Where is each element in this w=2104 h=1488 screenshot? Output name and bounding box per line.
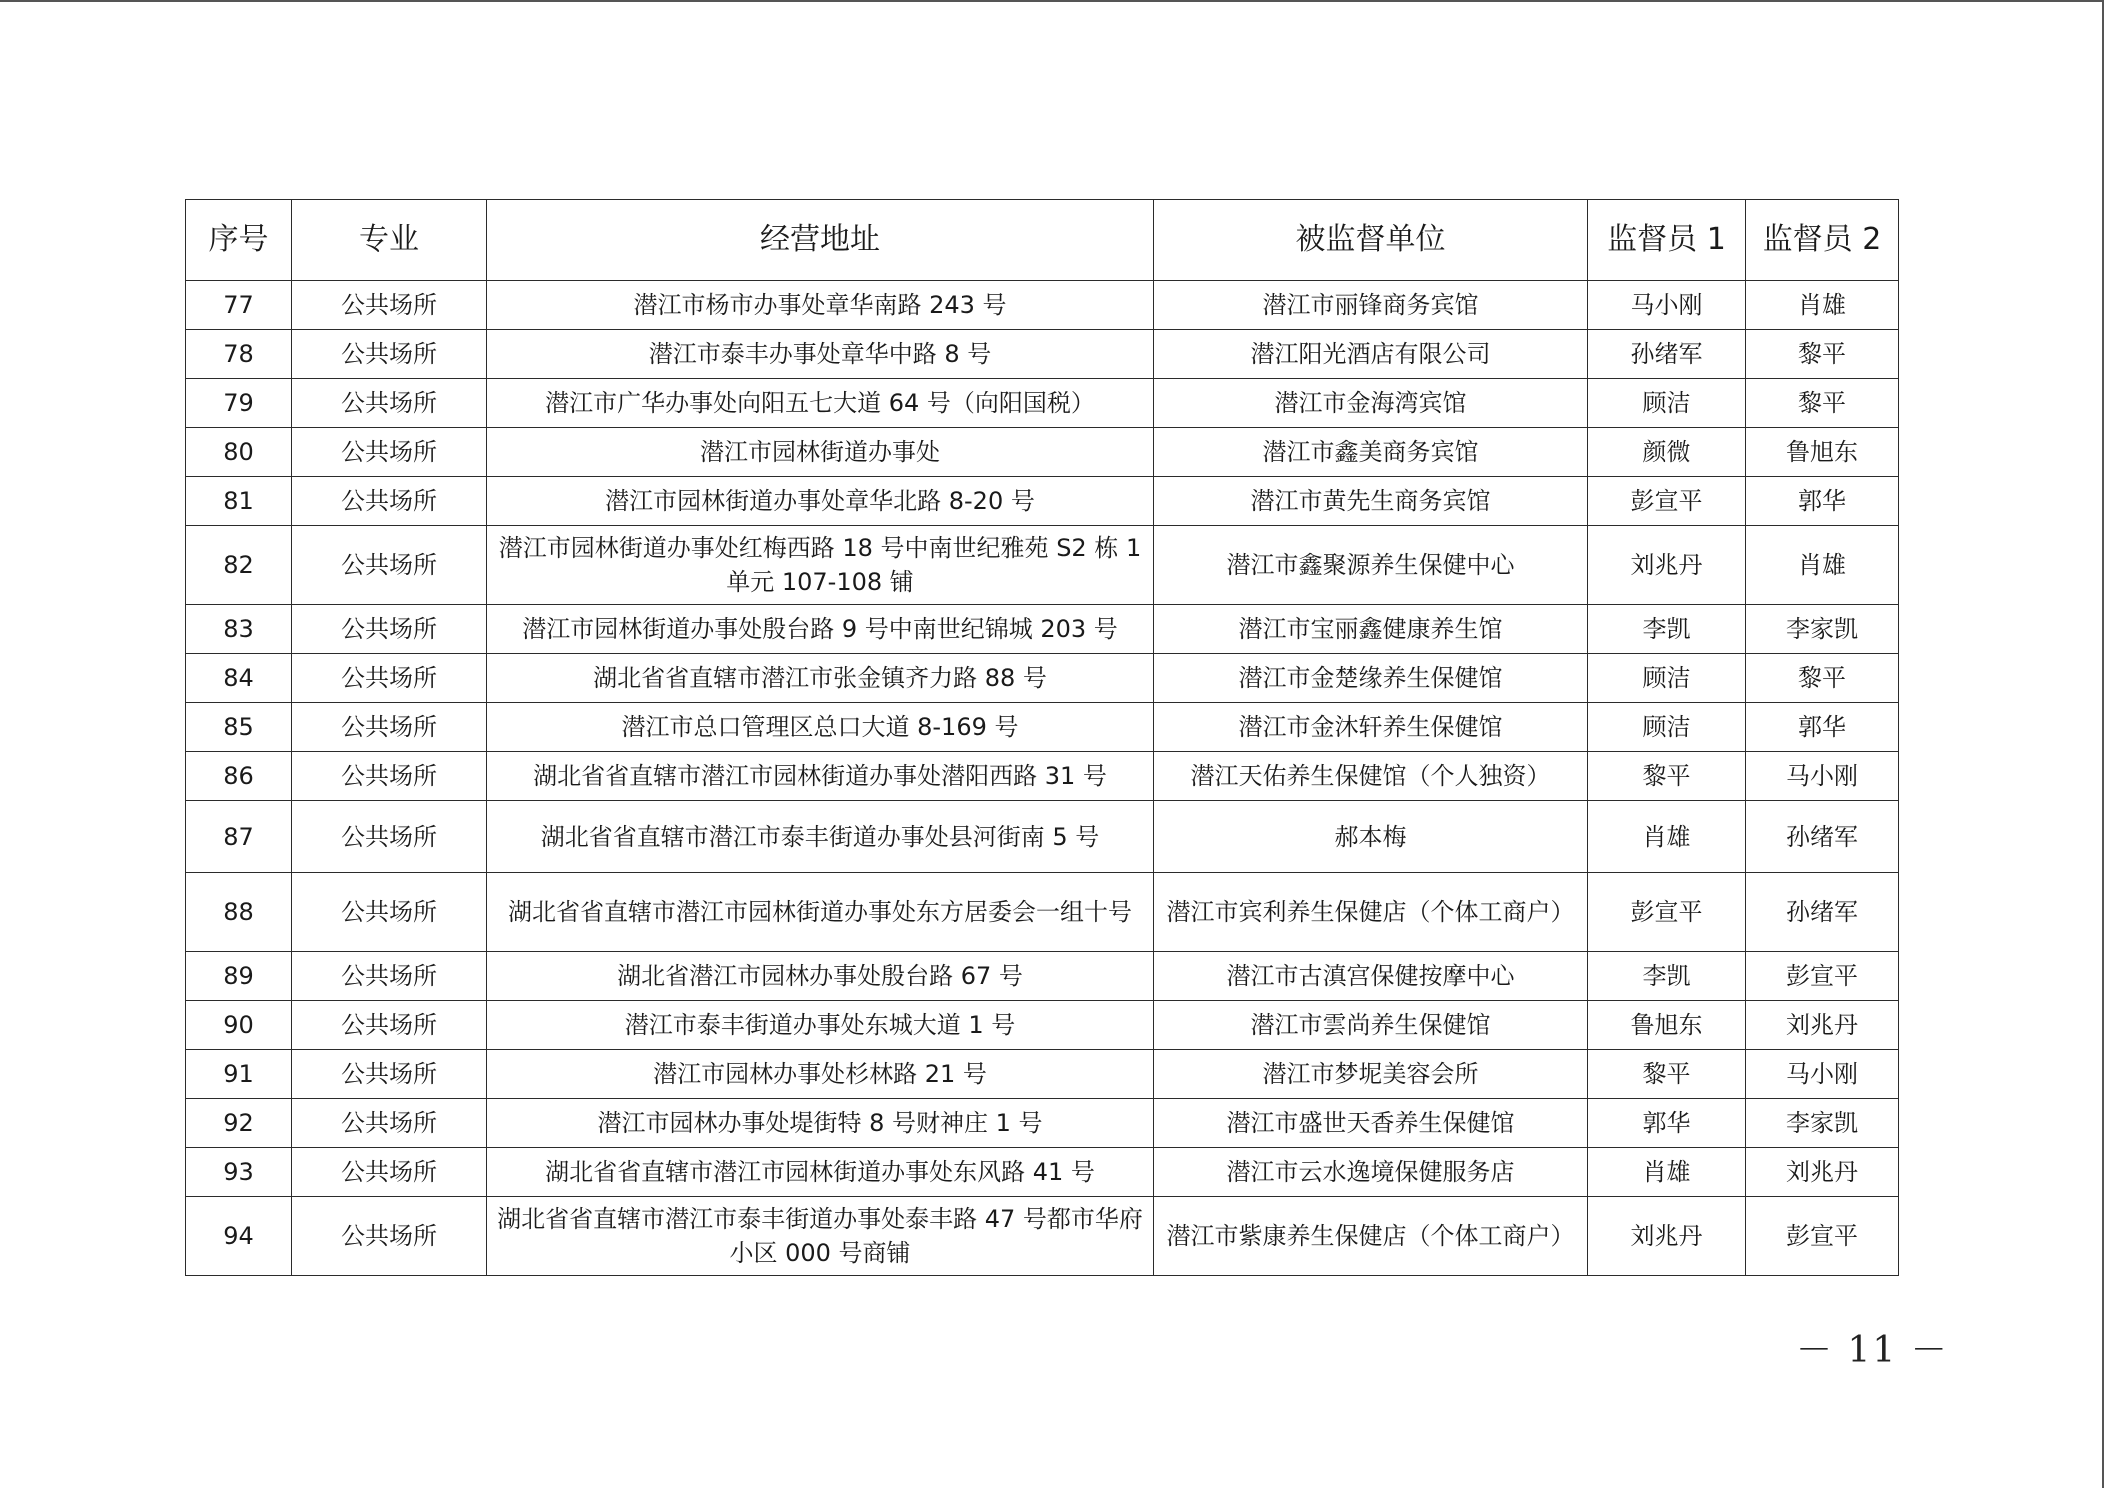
cell-serial-number: 83 (186, 605, 292, 654)
cell-address: 潜江市泰丰办事处章华中路 8 号 (487, 330, 1154, 379)
cell-address: 潜江市园林街道办事处红梅西路 18 号中南世纪雅苑 S2 栋 1 单元 107-108 铺 (487, 526, 1154, 605)
cell-inspector-2: 彭宣平 (1746, 952, 1899, 1001)
table-row (186, 1001, 1899, 1050)
header-inspector-1: 监督员 1 (1588, 200, 1746, 281)
cell-serial-number: 80 (186, 428, 292, 477)
cell-inspector-1: 鲁旭东 (1588, 1001, 1746, 1050)
cell-inspector-1: 颜微 (1588, 428, 1746, 477)
cell-category: 公共场所 (292, 281, 487, 330)
cell-serial-number: 79 (186, 379, 292, 428)
cell-inspector-2: 郭华 (1746, 703, 1899, 752)
cell-unit: 郝本梅 (1154, 801, 1588, 873)
cell-inspector-2: 刘兆丹 (1746, 1148, 1899, 1197)
cell-unit: 潜江市丽锋商务宾馆 (1154, 281, 1588, 330)
cell-address: 潜江市园林街道办事处殷台路 9 号中南世纪锦城 203 号 (487, 605, 1154, 654)
cell-inspector-1: 马小刚 (1588, 281, 1746, 330)
cell-address: 潜江市园林办事处堤街特 8 号财神庄 1 号 (487, 1099, 1154, 1148)
cell-address: 潜江市杨市办事处章华南路 243 号 (487, 281, 1154, 330)
cell-unit: 潜江市黄先生商务宾馆 (1154, 477, 1588, 526)
cell-serial-number: 86 (186, 752, 292, 801)
table-row (186, 1099, 1899, 1148)
cell-inspector-2: 孙绪军 (1746, 801, 1899, 873)
cell-address: 湖北省省直辖市潜江市泰丰街道办事处县河街南 5 号 (487, 801, 1154, 873)
cell-inspector-2: 刘兆丹 (1746, 1001, 1899, 1050)
cell-inspector-1: 肖雄 (1588, 1148, 1746, 1197)
table-row (186, 281, 1899, 330)
cell-unit: 潜江市梦坭美容会所 (1154, 1050, 1588, 1099)
cell-inspector-2: 孙绪军 (1746, 873, 1899, 952)
cell-unit: 潜江市盛世天香养生保健馆 (1154, 1099, 1588, 1148)
table-row (186, 1197, 1899, 1276)
cell-unit: 潜江市紫康养生保健店（个体工商户） (1154, 1197, 1588, 1276)
table-row (186, 477, 1899, 526)
page-number: － 11 － (1796, 1330, 1949, 1371)
cell-inspector-2: 李家凯 (1746, 605, 1899, 654)
cell-address: 湖北省省直辖市潜江市园林街道办事处东方居委会一组十号 (487, 873, 1154, 952)
cell-unit: 潜江市古滇宫保健按摩中心 (1154, 952, 1588, 1001)
cell-category: 公共场所 (292, 1099, 487, 1148)
cell-serial-number: 87 (186, 801, 292, 873)
header-category: 专业 (292, 200, 487, 281)
cell-inspector-1: 李凯 (1588, 952, 1746, 1001)
cell-address: 潜江市园林街道办事处 (487, 428, 1154, 477)
cell-category: 公共场所 (292, 703, 487, 752)
table-row (186, 703, 1899, 752)
cell-unit: 潜江市鑫美商务宾馆 (1154, 428, 1588, 477)
cell-category: 公共场所 (292, 1001, 487, 1050)
cell-unit: 潜江市雲尚养生保健馆 (1154, 1001, 1588, 1050)
cell-inspector-1: 黎平 (1588, 752, 1746, 801)
cell-unit: 潜江市云水逸境保健服务店 (1154, 1148, 1588, 1197)
table-row (186, 428, 1899, 477)
cell-inspector-1: 顾洁 (1588, 379, 1746, 428)
cell-serial-number: 90 (186, 1001, 292, 1050)
cell-serial-number: 78 (186, 330, 292, 379)
cell-inspector-1: 彭宣平 (1588, 477, 1746, 526)
cell-inspector-2: 李家凯 (1746, 1099, 1899, 1148)
cell-inspector-2: 肖雄 (1746, 526, 1899, 605)
header-row (186, 200, 1899, 281)
cell-serial-number: 91 (186, 1050, 292, 1099)
cell-category: 公共场所 (292, 873, 487, 952)
cell-inspector-2: 郭华 (1746, 477, 1899, 526)
table-row (186, 654, 1899, 703)
table-row (186, 330, 1899, 379)
cell-inspector-1: 刘兆丹 (1588, 526, 1746, 605)
cell-serial-number: 89 (186, 952, 292, 1001)
cell-address: 湖北省省直辖市潜江市泰丰街道办事处泰丰路 47 号都市华府小区 000 号商铺 (487, 1197, 1154, 1276)
cell-serial-number: 77 (186, 281, 292, 330)
cell-inspector-1: 李凯 (1588, 605, 1746, 654)
cell-serial-number: 82 (186, 526, 292, 605)
cell-category: 公共场所 (292, 379, 487, 428)
cell-inspector-2: 彭宣平 (1746, 1197, 1899, 1276)
cell-address: 湖北省省直辖市潜江市张金镇齐力路 88 号 (487, 654, 1154, 703)
page-border-top (0, 0, 2104, 2)
table-row (186, 605, 1899, 654)
cell-category: 公共场所 (292, 1197, 487, 1276)
table-row (186, 526, 1899, 605)
cell-unit: 潜江市鑫聚源养生保健中心 (1154, 526, 1588, 605)
table-row (186, 379, 1899, 428)
supervision-roster-table (185, 199, 1899, 1276)
header-serial-number: 序号 (186, 200, 292, 281)
cell-category: 公共场所 (292, 477, 487, 526)
cell-serial-number: 94 (186, 1197, 292, 1276)
cell-inspector-2: 黎平 (1746, 330, 1899, 379)
cell-serial-number: 93 (186, 1148, 292, 1197)
cell-category: 公共场所 (292, 526, 487, 605)
cell-address: 潜江市园林办事处杉林路 21 号 (487, 1050, 1154, 1099)
cell-address: 潜江市广华办事处向阳五七大道 64 号（向阳国税） (487, 379, 1154, 428)
cell-category: 公共场所 (292, 952, 487, 1001)
table-row (186, 1050, 1899, 1099)
cell-address: 潜江市总口管理区总口大道 8-169 号 (487, 703, 1154, 752)
cell-category: 公共场所 (292, 1050, 487, 1099)
cell-inspector-1: 刘兆丹 (1588, 1197, 1746, 1276)
cell-serial-number: 88 (186, 873, 292, 952)
cell-inspector-2: 马小刚 (1746, 1050, 1899, 1099)
cell-inspector-2: 马小刚 (1746, 752, 1899, 801)
cell-category: 公共场所 (292, 1148, 487, 1197)
cell-inspector-1: 郭华 (1588, 1099, 1746, 1148)
cell-unit: 潜江市金沐轩养生保健馆 (1154, 703, 1588, 752)
cell-inspector-1: 顾洁 (1588, 703, 1746, 752)
cell-unit: 潜江天佑养生保健馆（个人独资） (1154, 752, 1588, 801)
cell-address: 湖北省省直辖市潜江市园林街道办事处潜阳西路 31 号 (487, 752, 1154, 801)
cell-inspector-2: 黎平 (1746, 379, 1899, 428)
cell-unit: 潜江市宾利养生保健店（个体工商户） (1154, 873, 1588, 952)
table-row (186, 873, 1899, 952)
cell-category: 公共场所 (292, 428, 487, 477)
table-row (186, 752, 1899, 801)
cell-address: 潜江市园林街道办事处章华北路 8-20 号 (487, 477, 1154, 526)
cell-category: 公共场所 (292, 752, 487, 801)
cell-unit: 潜江市宝丽鑫健康养生馆 (1154, 605, 1588, 654)
cell-unit: 潜江市金海湾宾馆 (1154, 379, 1588, 428)
table-row (186, 952, 1899, 1001)
cell-address: 湖北省省直辖市潜江市园林街道办事处东风路 41 号 (487, 1148, 1154, 1197)
cell-category: 公共场所 (292, 330, 487, 379)
cell-serial-number: 92 (186, 1099, 292, 1148)
cell-unit: 潜江市金楚缘养生保健馆 (1154, 654, 1588, 703)
cell-address: 湖北省潜江市园林办事处殷台路 67 号 (487, 952, 1154, 1001)
cell-address: 潜江市泰丰街道办事处东城大道 1 号 (487, 1001, 1154, 1050)
cell-category: 公共场所 (292, 801, 487, 873)
cell-unit: 潜江阳光酒店有限公司 (1154, 330, 1588, 379)
cell-category: 公共场所 (292, 605, 487, 654)
cell-inspector-2: 黎平 (1746, 654, 1899, 703)
cell-serial-number: 84 (186, 654, 292, 703)
cell-inspector-1: 顾洁 (1588, 654, 1746, 703)
cell-inspector-2: 鲁旭东 (1746, 428, 1899, 477)
cell-serial-number: 81 (186, 477, 292, 526)
cell-inspector-1: 孙绪军 (1588, 330, 1746, 379)
table-row (186, 801, 1899, 873)
table-row (186, 1148, 1899, 1197)
cell-inspector-2: 肖雄 (1746, 281, 1899, 330)
cell-inspector-1: 肖雄 (1588, 801, 1746, 873)
cell-serial-number: 85 (186, 703, 292, 752)
header-inspector-2: 监督员 2 (1746, 200, 1899, 281)
cell-inspector-1: 彭宣平 (1588, 873, 1746, 952)
cell-category: 公共场所 (292, 654, 487, 703)
header-business-address: 经营地址 (487, 200, 1154, 281)
header-supervised-unit: 被监督单位 (1154, 200, 1588, 281)
cell-inspector-1: 黎平 (1588, 1050, 1746, 1099)
